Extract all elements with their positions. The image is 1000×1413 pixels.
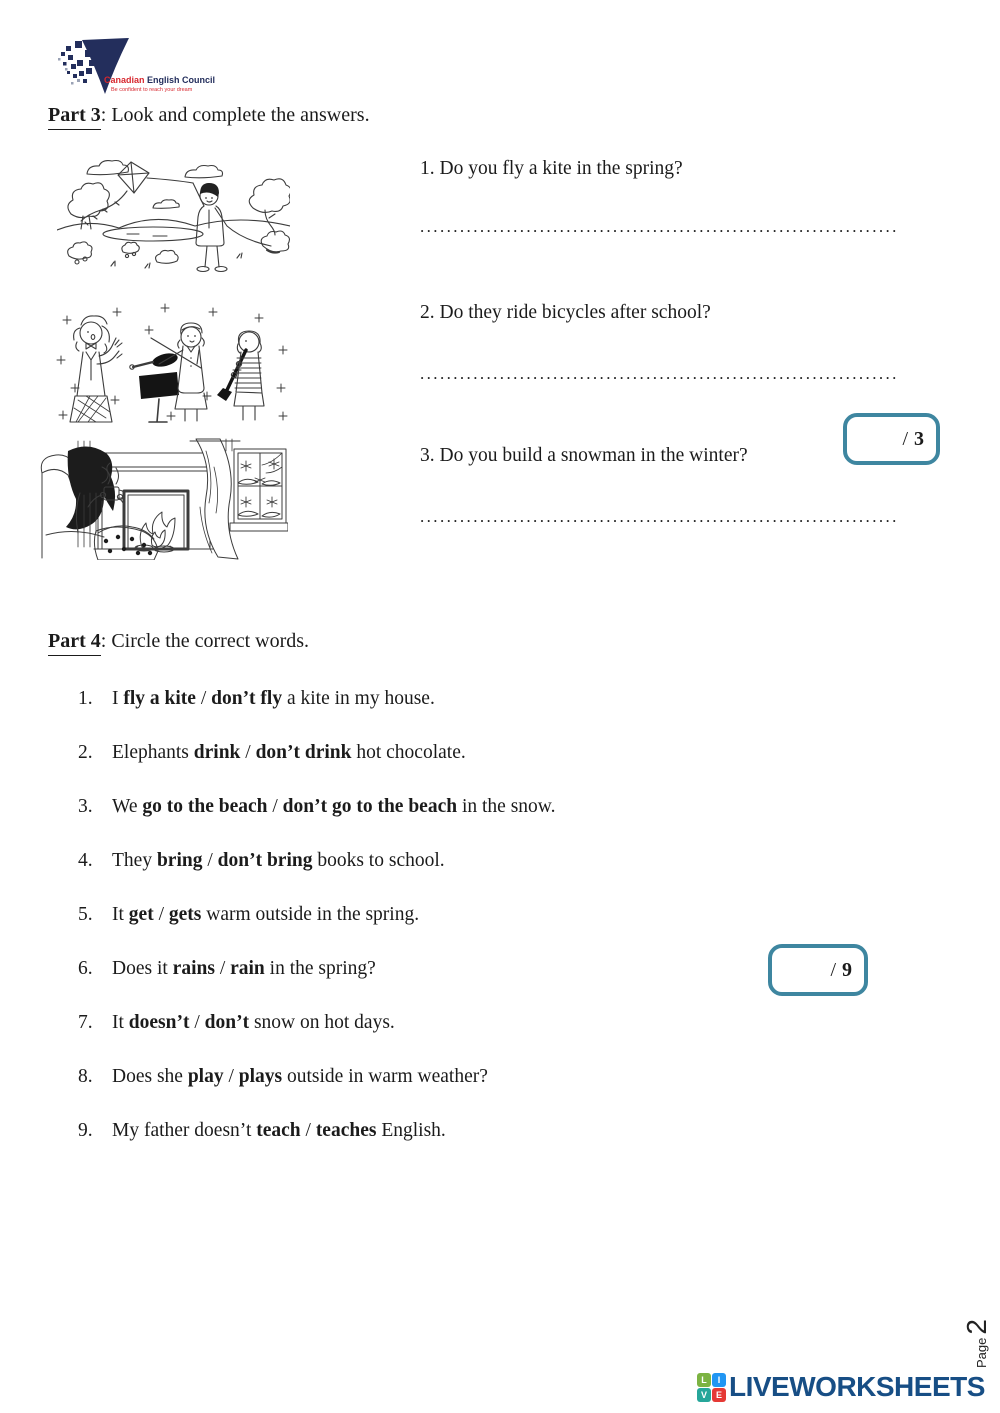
plain-text: in the spring? [264,958,376,979]
plain-text: outside in warm weather? [282,1066,488,1087]
plain-text: / [300,1120,316,1141]
choice-word[interactable]: bring [156,850,203,871]
part4-label: Part 4 [48,630,101,656]
icon-letter-v: V [697,1388,711,1402]
part3-label: Part 3 [48,104,101,130]
question2-image [53,300,288,430]
plain-text: Does she [112,1066,188,1087]
item-sentence [112,904,419,926]
part4-item [78,1066,838,1088]
answer-line-1[interactable]: ........................................................................ [420,217,899,236]
plain-text: It [112,904,129,925]
part4-instruction: : Circle the correct words. [100,630,310,652]
score-slash: / [902,427,908,450]
question3-image [40,437,288,565]
plain-text: Elephants [112,742,194,763]
plain-text: books to school. [312,850,445,871]
plain-text: warm outside in the spring. [201,904,420,925]
score-slash: / [830,958,836,981]
plain-text: / [189,1012,205,1033]
choice-word[interactable]: fly a kite [123,688,196,709]
page-number-vertical [961,1288,993,1368]
choice-word[interactable]: gets [168,904,202,925]
part4-item [78,1012,838,1034]
item-number: 5. [78,904,93,925]
plain-text: / [214,958,231,979]
item-sentence [112,688,435,710]
item-sentence [112,1120,446,1142]
plain-text: / [267,796,283,817]
part4-item [78,796,838,818]
item-sentence [112,742,466,764]
choice-word[interactable]: don’t go to the beach [282,796,458,817]
plain-text: They [112,850,157,871]
plain-text: hot chocolate. [351,742,466,763]
part4-score-box [768,944,868,996]
icon-letter-i: I [712,1373,726,1387]
choice-word[interactable]: teach [256,1120,301,1141]
choice-word[interactable]: get [128,904,154,925]
plain-text: / [223,1066,239,1087]
plain-text: / [202,850,218,871]
logo-title [104,75,215,85]
answer-line-3[interactable]: ........................................................................ [420,507,899,526]
part3-score-box [843,413,940,465]
woman-by-fireplace-scene [40,437,288,560]
item-sentence [112,796,556,818]
choice-word[interactable]: rain [230,958,265,979]
plain-text: snow on hot days. [249,1012,395,1033]
plain-text: in the snow. [457,796,556,817]
boy-flying-kite-scene [57,150,290,280]
liveworksheets-logo[interactable] [697,1371,985,1403]
item-number: 4. [78,850,93,871]
choice-word[interactable]: doesn’t [128,1012,190,1033]
part3-score-total: 3 [914,427,924,450]
icon-letter-e: E [712,1388,726,1402]
item-number: 1. [78,688,93,709]
item-number: 3. [78,796,93,817]
icon-letter-l: L [697,1373,711,1387]
page-word: Page [974,1337,989,1368]
item-number: 2. [78,742,93,763]
plain-text: / [153,904,169,925]
liveworksheets-wordmark: LIVEWORKSHEETS [729,1371,985,1402]
question3-text: 3. Do you build a snowman in the winter? [420,445,748,466]
part4-item [78,1120,838,1142]
item-number: 8. [78,1066,93,1087]
part4-score-total: 9 [842,958,852,981]
plain-text: / [195,688,212,709]
page-number: 2 [961,1319,992,1335]
choice-word[interactable]: rains [172,958,215,979]
item-number: 7. [78,1012,93,1033]
choice-word[interactable]: drink [193,742,241,763]
question1-image [57,150,290,285]
liveworksheets-grid-icon [697,1373,726,1402]
part4-items [78,688,838,1174]
item-sentence [112,1066,488,1088]
plain-text: We [112,796,143,817]
item-number: 6. [78,958,93,979]
choice-word[interactable]: go to the beach [142,796,268,817]
part4-item [78,958,838,980]
logo-title-navy: English Council [144,75,216,85]
item-number: 9. [78,1120,93,1141]
logo-title-red: Canadian [104,75,145,85]
choice-word[interactable]: don’t fly [211,688,283,709]
part4-heading [48,630,309,653]
plain-text: It [112,1012,129,1033]
plain-text: Does it [112,958,173,979]
part4-item [78,742,838,764]
part3-heading [48,104,370,127]
plain-text: / [240,742,256,763]
choice-word[interactable]: don’t drink [255,742,352,763]
plain-text: My father doesn’t [112,1120,257,1141]
choice-word[interactable]: play [187,1066,224,1087]
canadian-english-council-logo [53,38,223,98]
item-sentence [112,850,445,872]
question1-text: 1. Do you fly a kite in the spring? [420,158,683,179]
plain-text: a kite in my house. [282,688,435,709]
girls-playing-music-scene [53,300,288,425]
plain-text: English. [376,1120,446,1141]
part3-instruction: : Look and complete the answers. [100,104,370,126]
choice-word[interactable]: teaches [315,1120,377,1141]
part4-item [78,688,838,710]
choice-word[interactable]: don’t bring [217,850,313,871]
part4-item [78,904,838,926]
plain-text: I [112,688,124,709]
choice-word[interactable]: plays [238,1066,283,1087]
part4-item [78,850,838,872]
question2-text: 2. Do they ride bicycles after school? [420,302,711,323]
answer-line-2[interactable]: ........................................................................ [420,364,899,383]
item-sentence [112,1012,395,1034]
item-sentence [112,958,376,980]
logo-tagline: Be confident to reach your dream [111,87,193,93]
choice-word[interactable]: don’t [204,1012,250,1033]
